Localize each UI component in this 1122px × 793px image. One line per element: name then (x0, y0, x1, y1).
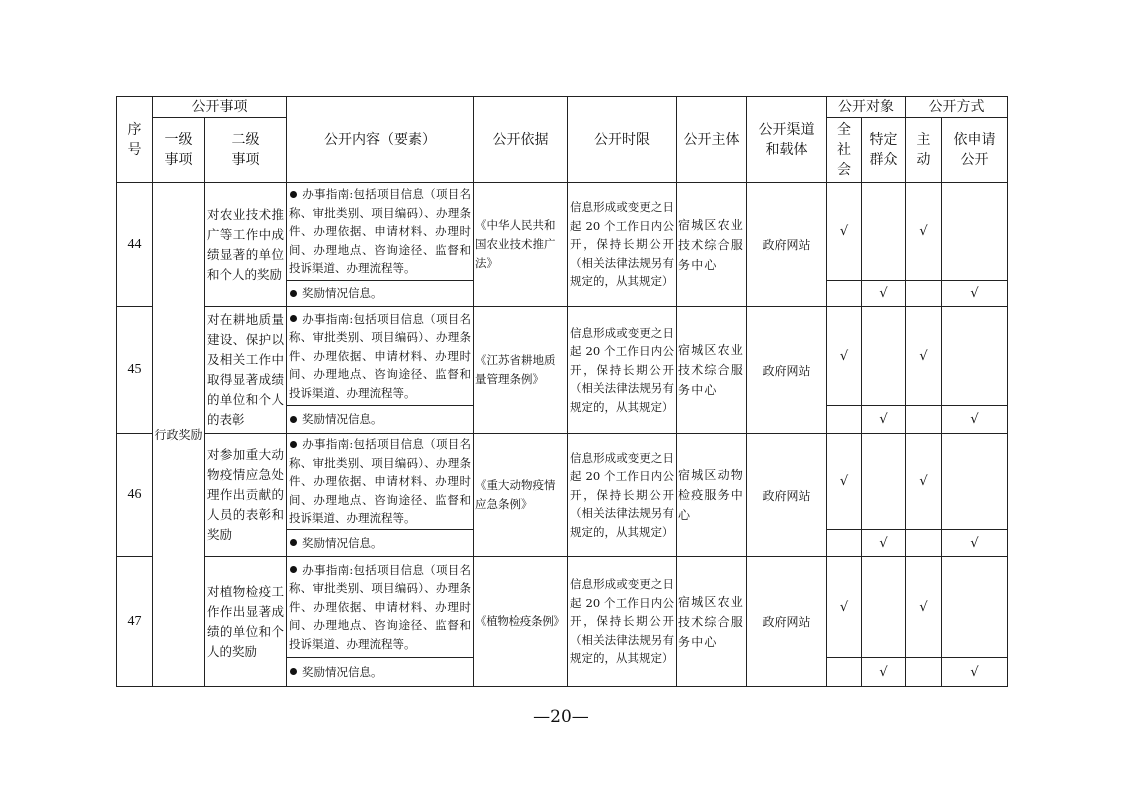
mark-method-active (906, 281, 942, 307)
mark-method-active (906, 658, 942, 687)
content-award-text: 奖励情况信息。 (302, 664, 383, 679)
mark-target-specific (862, 557, 906, 658)
deadline: 信息形成或变更之日起 20 个工作日内公开，保持长期公开（相关法律法规另有规定的，从其规定） (568, 183, 677, 307)
mark-method-active: √ (906, 434, 942, 530)
content-award-cell (287, 658, 474, 687)
level2-item: 对参加重大动物疫情应急处理作出贡献的人员的表彰和奖励 (205, 434, 287, 557)
content-award-text: 奖励情况信息。 (302, 286, 383, 301)
channel: 政府网站 (747, 557, 827, 687)
content-guide-cell (287, 183, 474, 281)
mark-method-request: √ (942, 658, 1008, 687)
mark-target-specific (862, 307, 906, 406)
mark-method-request (942, 183, 1008, 281)
mark-method-active: √ (906, 183, 942, 281)
table-row (117, 557, 1008, 658)
basis: 《中华人民共和国农业技术推广法》 (474, 183, 568, 307)
bullet-icon (290, 539, 297, 546)
header-method-request: 依申请公开 (953, 132, 996, 168)
mark-target-specific: √ (862, 530, 906, 557)
header-seq: 序号 (127, 121, 142, 158)
bullet-icon (290, 191, 297, 198)
content-guide-cell (287, 557, 474, 658)
header-target-all-cell (827, 118, 862, 183)
mark-target-all: √ (827, 557, 862, 658)
channel: 政府网站 (747, 307, 827, 434)
channel: 政府网站 (747, 183, 827, 307)
mark-method-request (942, 434, 1008, 530)
header-level2-cell (205, 118, 287, 183)
mark-target-specific: √ (862, 658, 906, 687)
row-number: 44 (117, 183, 153, 307)
mark-method-request (942, 557, 1008, 658)
header-level1-cell (153, 118, 205, 183)
mark-target-specific (862, 434, 906, 530)
subject: 宿城区动物检疫服务中心 (677, 434, 747, 557)
content-award-cell (287, 281, 474, 307)
content-award-text: 奖励情况信息。 (302, 412, 383, 427)
deadline: 信息形成或变更之日起 20 个工作日内公开，保持长期公开（相关法律法规另有规定的，从其规定） (568, 557, 677, 687)
header-method-active-cell (906, 118, 942, 183)
bullet-icon (290, 668, 297, 675)
content-award-text: 奖励情况信息。 (302, 535, 383, 550)
level1-item: 行政奖励 (153, 183, 205, 687)
header-basis: 公开依据 (474, 97, 568, 183)
content-guide-text: 办事指南:包括项目信息（项目名称、审批类别、项目编码）、办理条件、办理依据、申请材料、办理时间、办理地点、咨询途径、监督和投诉渠道、办理流程等。 (289, 562, 471, 651)
content-guide-cell (287, 307, 474, 406)
mark-target-all: √ (827, 434, 862, 530)
mark-target-all: √ (827, 183, 862, 281)
row-number: 47 (117, 557, 153, 687)
header-channel-cell (747, 97, 827, 183)
header-method-request-cell (942, 118, 1008, 183)
header-level1: 一级事项 (164, 132, 193, 168)
header-method-group: 公开方式 (906, 97, 1008, 118)
subject: 宿城区农业技术综合服务中心 (677, 183, 747, 307)
table-row (117, 307, 1008, 406)
header-channel: 公开渠道和载体 (758, 121, 815, 158)
basis: 《植物检疫条例》 (474, 557, 568, 687)
header-target-specific: 特定群众 (869, 132, 898, 168)
deadline: 信息形成或变更之日起 20 个工作日内公开，保持长期公开（相关法律法规另有规定的，从其规定） (568, 434, 677, 557)
row-number: 46 (117, 434, 153, 557)
level2-item: 对农业技术推广等工作中成绩显著的单位和个人的奖励 (205, 183, 287, 307)
bullet-icon (290, 416, 297, 423)
header-level2: 二级事项 (231, 132, 260, 168)
header-seq-cell (117, 97, 153, 183)
level2-item: 对在耕地质量建设、保护以及相关工作中取得显著成绩的单位和个人的表彰 (205, 307, 287, 434)
row-number: 45 (117, 307, 153, 434)
header-target-group: 公开对象 (827, 97, 906, 118)
header-items-group: 公开事项 (153, 97, 287, 118)
content-award-cell (287, 406, 474, 434)
bullet-icon (290, 315, 297, 322)
content-guide-cell (287, 434, 474, 530)
deadline: 信息形成或变更之日起 20 个工作日内公开，保持长期公开（相关法律法规另有规定的，从其规定） (568, 307, 677, 434)
mark-method-active (906, 530, 942, 557)
header-subject: 公开主体 (677, 97, 747, 183)
mark-target-all (827, 281, 862, 307)
content-guide-text: 办事指南:包括项目信息（项目名称、审批类别、项目编码）、办理条件、办理依据、申请材料、办理时间、办理地点、咨询途径、监督和投诉渠道、办理流程等。 (289, 311, 471, 400)
bullet-icon (290, 290, 297, 297)
basis: 《江苏省耕地质量管理条例》 (474, 307, 568, 434)
mark-target-specific: √ (862, 406, 906, 434)
bullet-icon (290, 441, 297, 448)
header-row-top (117, 97, 1008, 118)
mark-target-specific (862, 183, 906, 281)
mark-target-all (827, 530, 862, 557)
mark-method-active: √ (906, 307, 942, 406)
mark-target-all (827, 658, 862, 687)
table-row (117, 183, 1008, 281)
level2-item: 对植物检疫工作作出显著成绩的单位和个人的奖励 (205, 557, 287, 687)
disclosure-table (116, 96, 1008, 687)
header-method-active: 主动 (916, 132, 931, 168)
subject: 宿城区农业技术综合服务中心 (677, 307, 747, 434)
content-award-cell (287, 530, 474, 557)
mark-method-active: √ (906, 557, 942, 658)
header-deadline: 公开时限 (568, 97, 677, 183)
header-target-all: 全社会 (837, 122, 851, 178)
mark-method-request: √ (942, 406, 1008, 434)
mark-target-all: √ (827, 307, 862, 406)
content-guide-text: 办事指南:包括项目信息（项目名称、审批类别、项目编码）、办理条件、办理依据、申请材料、办理时间、办理地点、咨询途径、监督和投诉渠道、办理流程等。 (289, 187, 471, 276)
header-content: 公开内容（要素） (287, 97, 474, 183)
table-row (117, 434, 1008, 530)
mark-method-request: √ (942, 530, 1008, 557)
mark-method-active (906, 406, 942, 434)
bullet-icon (290, 566, 297, 573)
channel: 政府网站 (747, 434, 827, 557)
subject: 宿城区农业技术综合服务中心 (677, 557, 747, 687)
mark-method-request: √ (942, 281, 1008, 307)
basis: 《重大动物疫情应急条例》 (474, 434, 568, 557)
page-number: —20— (533, 707, 589, 727)
content-guide-text: 办事指南:包括项目信息（项目名称、审批类别、项目编码）、办理条件、办理依据、申请材料、办理时间、办理地点、咨询途径、监督和投诉渠道、办理流程等。 (289, 437, 471, 526)
mark-target-specific: √ (862, 281, 906, 307)
header-target-specific-cell (862, 118, 906, 183)
mark-target-all (827, 406, 862, 434)
mark-method-request (942, 307, 1008, 406)
